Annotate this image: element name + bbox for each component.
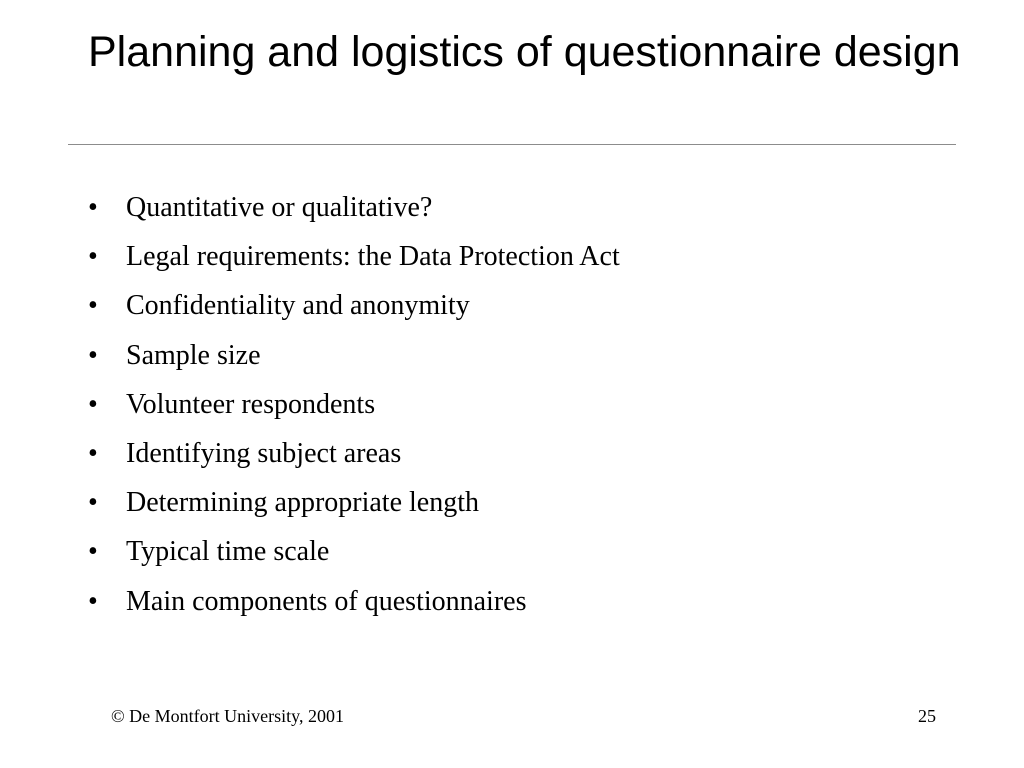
bullet-icon: • (88, 339, 98, 371)
bullet-icon: • (88, 585, 98, 617)
page-number: 25 (918, 706, 936, 726)
bullet-icon: • (88, 536, 98, 568)
bullet-text: Identifying subject areas (126, 437, 402, 469)
bullet-item (88, 438, 620, 487)
bullet-item (88, 487, 620, 536)
bullet-icon: • (88, 290, 98, 322)
bullet-text: Volunteer respondents (126, 388, 376, 420)
bullet-text: Confidentiality and anonymity (126, 290, 470, 322)
title-divider (68, 144, 956, 145)
bullet-list (88, 192, 620, 635)
bullet-text: Quantitative or qualitative? (126, 192, 433, 223)
bullet-item (88, 241, 620, 290)
bullet-item (88, 586, 620, 635)
copyright-footer: © De Montfort University, 2001 (111, 706, 344, 726)
bullet-icon: • (88, 388, 98, 420)
bullet-text: Determining appropriate length (126, 487, 479, 519)
bullet-text: Legal requirements: the Data Protection Act (126, 241, 620, 273)
bullet-text: Typical time scale (126, 536, 330, 568)
bullet-icon: • (88, 437, 98, 469)
bullet-icon: • (88, 241, 98, 273)
bullet-item (88, 290, 620, 339)
bullet-text: Sample size (126, 339, 261, 371)
bullet-icon: • (88, 192, 98, 223)
bullet-icon: • (88, 487, 98, 519)
bullet-text: Main components of questionnaires (126, 585, 527, 617)
bullet-item (88, 192, 620, 241)
bullet-item (88, 340, 620, 389)
bullet-item (88, 389, 620, 438)
slide-title: Planning and logistics of questionnaire design (88, 28, 961, 76)
bullet-item (88, 536, 620, 585)
